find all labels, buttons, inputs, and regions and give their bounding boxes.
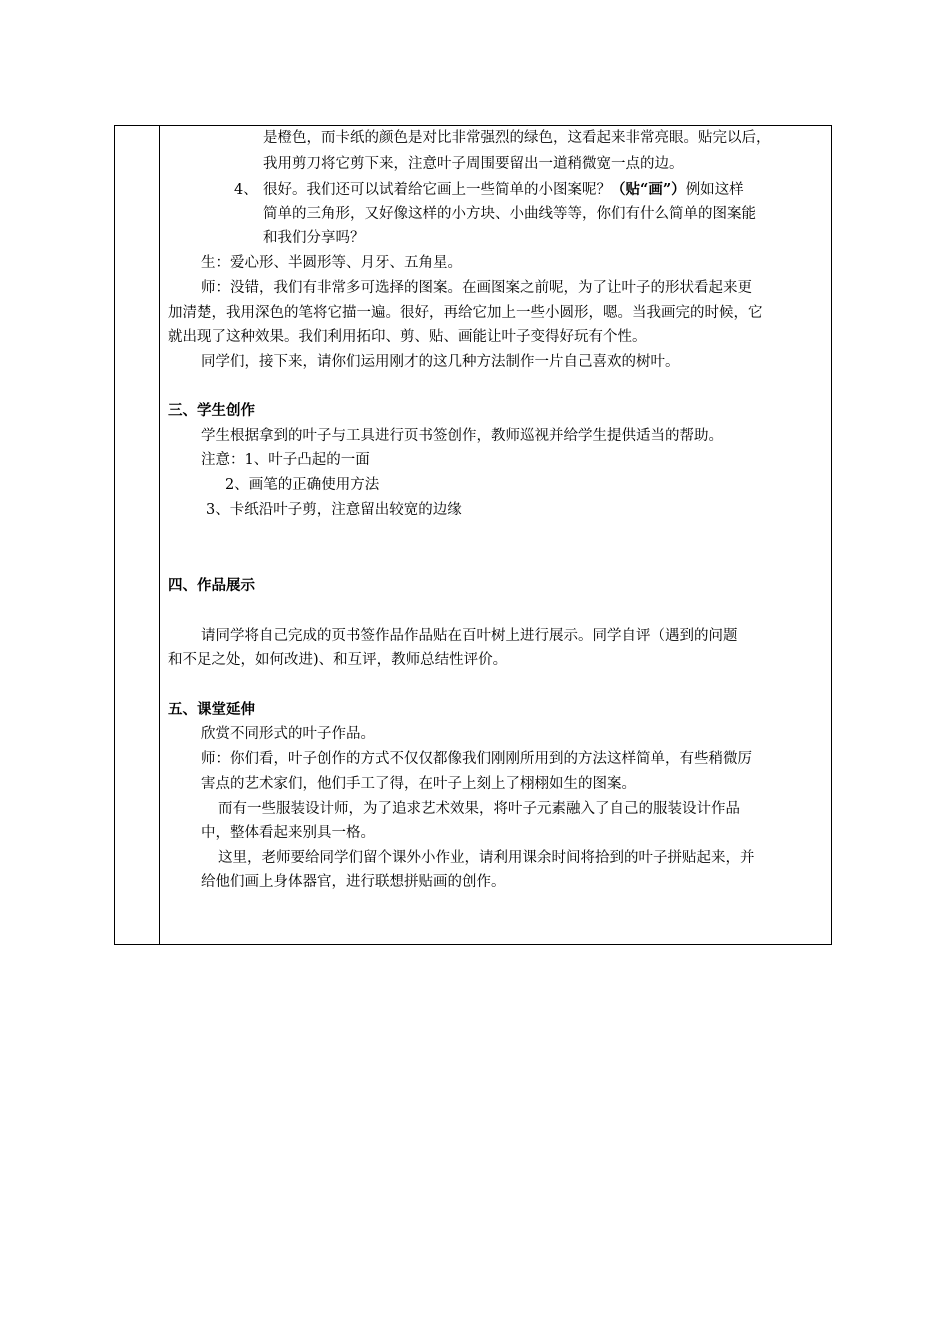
paragraph-line: 请同学将自己完成的页书签作品作品贴在百叶树上进行展示。同学自评（遇到的问题 <box>201 628 738 644</box>
column-divider <box>159 126 160 944</box>
paragraph-line: 而有一些服装设计师，为了追求艺术效果，将叶子元素融入了自己的服装设计作品 <box>218 801 740 817</box>
paragraph-line: 学生根据拿到的叶子与工具进行页书签创作，教师巡视并给学生提供适当的帮助。 <box>201 428 723 444</box>
paragraph-line: 就出现了这种效果。我们利用拓印、剪、贴、画能让叶子变得好玩有个性。 <box>168 329 647 345</box>
paragraph-line: 害点的艺术家们，他们手工了得，在叶子上刻上了栩栩如生的图案。 <box>201 776 636 792</box>
paragraph-line: 给他们画上身体器官，进行联想拼贴画的创作。 <box>201 874 506 890</box>
section-heading: 五、课堂延伸 <box>168 701 255 718</box>
paragraph-line: 中，整体看起来别具一格。 <box>201 825 375 841</box>
paragraph-line: 欣赏不同形式的叶子作品。 <box>201 726 375 742</box>
paragraph-line: 和不足之处，如何改进)、和互评，教师总结性评价。 <box>168 652 508 668</box>
paragraph-line: 是橙色，而卡纸的颜色是对比非常强烈的绿色，这看起来非常亮眼。贴完以后， <box>263 130 771 146</box>
paragraph-line <box>263 180 744 200</box>
emphasis-text: （贴“画”） <box>611 181 686 198</box>
note-line: 3、卡纸沿叶子剪，注意留出较宽的边缘 <box>206 502 462 518</box>
paragraph-line: 和我们分享吗？ <box>263 230 365 246</box>
section-heading: 四、作品展示 <box>168 577 255 594</box>
section-heading: 三、学生创作 <box>168 402 255 419</box>
teacher-line: 师：你们看，叶子创作的方式不仅仅都像我们刚刚所用到的方法这样简单，有些稍微厉 <box>201 751 752 767</box>
student-answer: 生：爱心形、半圆形等、月牙、五角星。 <box>201 255 462 271</box>
paragraph-line: 同学们，接下来，请你们运用刚才的这几种方法制作一片自己喜欢的树叶。 <box>201 354 680 370</box>
teacher-line: 师：没错，我们有非常多可选择的图案。在画图案之前呢，为了让叶子的形状看起来更 <box>201 280 752 296</box>
text-run: 例如这样 <box>685 182 744 198</box>
note-line: 注意：1、叶子凸起的一面 <box>201 452 370 468</box>
paragraph-line: 简单的三角形，又好像这样的小方块、小曲线等等，你们有什么简单的图案能 <box>263 206 756 222</box>
lesson-table <box>114 125 832 945</box>
paragraph-line: 这里，老师要给同学们留个课外小作业，请利用课余时间将拾到的叶子拼贴起来，并 <box>218 850 755 866</box>
list-number: 4、 <box>234 182 258 198</box>
paragraph-line: 我用剪刀将它剪下来，注意叶子周围要留出一道稍微宽一点的边。 <box>263 156 684 172</box>
text-run: 很好。我们还可以试着给它画上一些简单的小图案呢？ <box>263 182 611 198</box>
paragraph-line: 加清楚，我用深色的笔将它描一遍。很好，再给它加上一些小圆形，嗯。当我画完的时候，它 <box>168 305 763 321</box>
note-line: 2、画笔的正确使用方法 <box>225 477 380 493</box>
